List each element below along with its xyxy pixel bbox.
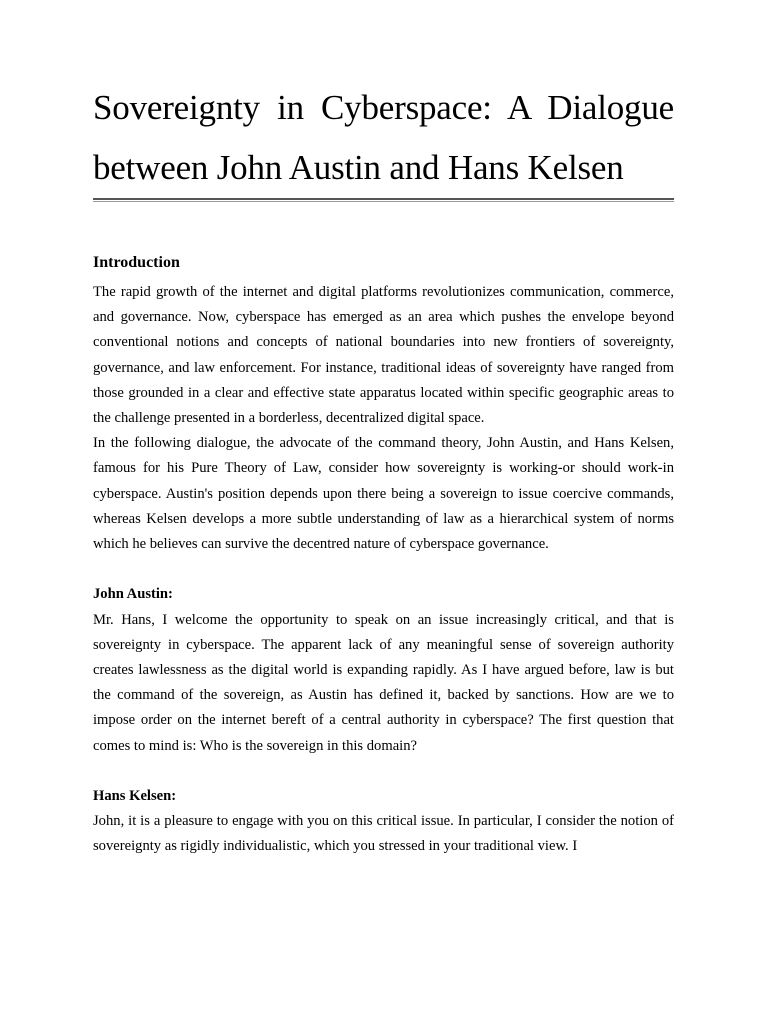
intro-paragraph: The rapid growth of the internet and digital platforms revolutionizes communication, commerce, and governance. Now, cyberspace has emerged as an area which pushes the envelope beyond conventional notions and concepts of national boundaries into new frontiers of sovereignty, governance, and law enforcement. For instance, traditional ideas of sovereignty have ranged from those grounded in a clear and effective state apparatus located within specific geographic areas to the challenge presented in a borderless, decentralized digital space. [93, 284, 674, 427]
document-title: Sovereignty in Cyberspace: A Dialogue between John Austin and Hans Kelsen [93, 88, 674, 187]
title-underline [93, 198, 674, 202]
speaker-label-kelsen: Hans Kelsen: [93, 788, 177, 805]
document-page [93, 78, 674, 860]
introduction-heading: Introduction [93, 254, 180, 271]
dialogue-paragraph-austin: Mr. Hans, I welcome the opportunity to speak on an issue increasingly critical, and that is sovereignty in cyberspace. The apparent lack of any meaningful sense of sovereign authority creates lawlessness as the digital world is expanding rapidly. As I have argued before, law is but the command of the sovereign, as Austin has defined it, backed by sanctions. How are we to impose order on the internet bereft of a central authority in cyberspace? The first question that comes to mind is: Who is the sovereign in this domain? [93, 611, 674, 754]
intro-paragraph: In the following dialogue, the advocate of the command theory, John Austin, and Hans Kelsen, famous for his Pure Theory of Law, consider how sovereignty is working-or should work-in cyberspace. Austin's position depends upon there being a sovereign to issue coercive commands, whereas Kelsen develops a more subtle understanding of law as a hierarchical system of norms which he believes can survive the decentred nature of cyberspace governance. [93, 435, 674, 553]
speaker-label-austin: John Austin: [93, 586, 173, 603]
dialogue-paragraph-kelsen: John, it is a pleasure to engage with you on this critical issue. In particular, I consider the notion of sovereignty as rigidly individualistic, which you stressed in your traditional view. I [93, 813, 674, 855]
